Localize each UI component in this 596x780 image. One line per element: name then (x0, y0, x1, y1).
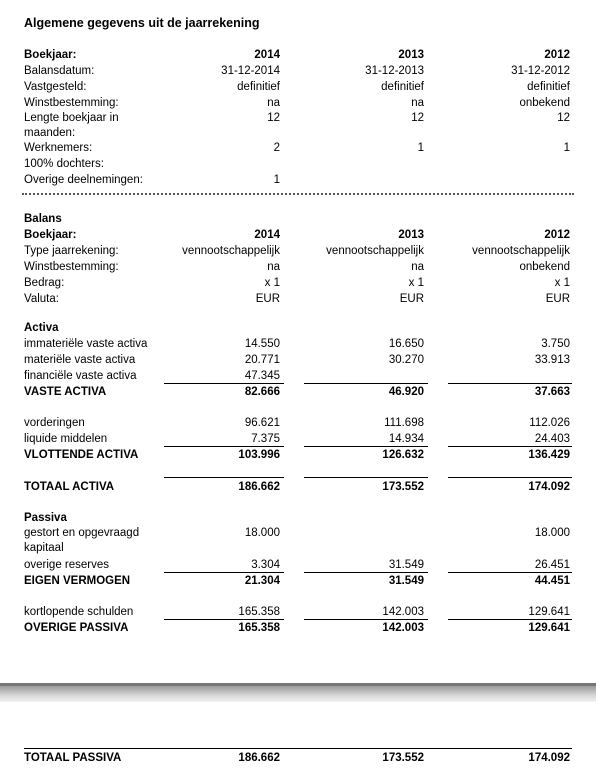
cell-2014: 186.662 (238, 481, 280, 493)
general-row-vastgesteld (24, 79, 572, 95)
cell-2013: 2013 (398, 229, 424, 241)
cell-2013: 142.003 (382, 622, 424, 634)
cell-2012: 44.451 (534, 575, 570, 587)
row-label: TOTAAL PASSIVA (24, 752, 122, 764)
row-label: materiële vaste activa (24, 354, 136, 366)
row-label: Winstbestemming: (24, 97, 119, 109)
cell-2012: 174.092 (528, 481, 570, 493)
cell-2012: 3.750 (541, 338, 570, 350)
cell-2013: 142.003 (382, 606, 424, 618)
cell-2013: 126.632 (382, 449, 424, 461)
cell-2013: 16.650 (388, 338, 424, 350)
row-label: Bedrag: (24, 277, 65, 289)
row-label: Boekjaar: (24, 49, 77, 61)
row-overige-passiva (24, 620, 572, 636)
row-vaste-activa (24, 384, 572, 400)
cell-2014: 1 (273, 174, 280, 186)
row-financiele-vaste-activa (24, 368, 572, 384)
cell-2014: vennootschappelijk (182, 245, 280, 257)
cell-2012: 24.403 (534, 433, 570, 445)
cell-2014: 47.345 (244, 370, 280, 382)
cell-2014: 31-12-2014 (221, 65, 280, 77)
cell-2014: na (267, 97, 280, 109)
row-label: Werknemers: (24, 142, 93, 154)
row-label: VASTE ACTIVA (24, 386, 107, 398)
cell-2012: onbekend (519, 261, 570, 273)
cell-2013: 173.552 (382, 481, 424, 493)
cell-2012: 33.913 (534, 354, 570, 366)
cell-2012: 12 (557, 112, 570, 124)
cell-2014: na (267, 261, 280, 273)
row-label: vorderingen (24, 417, 85, 429)
general-row-werknemers (24, 140, 572, 156)
row-label: overige reserves (24, 559, 110, 571)
cell-2013: 12 (411, 112, 424, 124)
cell-2013: vennootschappelijk (326, 245, 424, 257)
cell-2013: 1 (417, 142, 424, 154)
cell-2012: 2012 (544, 49, 570, 61)
row-label: immateriële vaste activa (24, 338, 148, 350)
row-label: Overige deelnemingen: (24, 174, 143, 186)
cell-2012: onbekend (519, 97, 570, 109)
balans-row-type (24, 243, 572, 259)
passiva-heading (24, 510, 572, 526)
row-immateriele-vaste-activa (24, 336, 572, 352)
cell-2014: 165.358 (238, 606, 280, 618)
row-label: 100% dochters: (24, 158, 104, 170)
total-line (164, 477, 284, 478)
cell-2014: EUR (255, 293, 280, 305)
cell-2012: 2012 (544, 229, 570, 241)
cell-2012: 112.026 (529, 417, 570, 429)
general-row-dochters (24, 156, 572, 172)
cell-2013: 31-12-2013 (365, 65, 424, 77)
row-label: Lengte boekjaar in maanden: (24, 112, 119, 139)
row-label: liquide middelen (24, 433, 108, 445)
row-vorderingen (24, 415, 572, 431)
row-label: financiële vaste activa (24, 370, 137, 382)
cell-2014: 186.662 (238, 752, 280, 764)
activa-heading (24, 320, 572, 336)
cell-2014: 2 (273, 142, 280, 154)
cell-2012: EUR (545, 293, 570, 305)
general-row-boekjaar (24, 47, 572, 63)
row-label: Valuta: (24, 293, 59, 305)
total-line (24, 748, 572, 749)
cell-2012: x 1 (554, 277, 570, 289)
cell-2012: 174.092 (528, 752, 570, 764)
cell-2014: 165.358 (238, 622, 280, 634)
cell-2013: 14.934 (388, 433, 424, 445)
cell-2014: 103.996 (238, 449, 280, 461)
cell-2013: 31.549 (388, 575, 424, 587)
balans-row-bedrag (24, 275, 572, 291)
row-label: Type jaarrekening: (24, 245, 119, 257)
row-materiele-vaste-activa (24, 352, 572, 368)
cell-2013: na (411, 261, 424, 273)
row-vlottende-activa (24, 447, 572, 463)
row-totaal-activa (24, 479, 572, 495)
cell-2014: 96.621 (244, 417, 280, 429)
row-kortlopende-schulden (24, 604, 572, 620)
cell-2013: definitief (381, 81, 424, 93)
row-label: TOTAAL ACTIVA (24, 481, 115, 493)
cell-2012: vennootschappelijk (472, 245, 570, 257)
cell-2012: 129.641 (528, 622, 570, 634)
row-liquide-middelen (24, 431, 572, 447)
row-eigen-vermogen (24, 573, 572, 589)
row-label: Vastgesteld: (24, 81, 87, 93)
cell-2014: definitief (237, 81, 280, 93)
section-heading: Passiva (24, 512, 67, 524)
cell-2013: 2013 (398, 49, 424, 61)
row-label: VLOTTENDE ACTIVA (24, 449, 139, 461)
cell-2014: 82.666 (244, 386, 280, 398)
general-row-deelnemingen (24, 172, 572, 188)
total-line (304, 477, 428, 478)
cell-2014: 21.304 (244, 575, 280, 587)
cell-2014: 12 (267, 112, 280, 124)
cell-2012: 37.663 (534, 386, 570, 398)
cell-2013: 31.549 (388, 559, 424, 571)
cell-2012: 26.451 (534, 559, 570, 571)
cell-2012: 18.000 (534, 527, 570, 539)
cell-2013: 46.920 (388, 386, 424, 398)
cell-2013: 30.270 (388, 354, 424, 366)
row-label: EIGEN VERMOGEN (24, 575, 131, 587)
cell-2012: 136.429 (528, 449, 570, 461)
balans-heading (24, 211, 572, 227)
row-label: Winstbestemming: (24, 261, 119, 273)
general-row-lengte-boekjaar (24, 111, 572, 143)
cell-2014: 14.550 (244, 338, 280, 350)
balans-row-boekjaar (24, 227, 572, 243)
row-label: gestort en opgevraagd kapitaal (24, 527, 140, 554)
row-overige-reserves (24, 557, 572, 573)
row-label: kortlopende schulden (24, 606, 134, 618)
cell-2013: EUR (399, 293, 424, 305)
cell-2013: 173.552 (382, 752, 424, 764)
cell-2013: 111.698 (384, 417, 424, 429)
cell-2014: 20.771 (244, 354, 280, 366)
cell-2012: 129.641 (528, 606, 570, 618)
row-gestort-kapitaal (24, 526, 572, 556)
section-heading: Balans (24, 213, 62, 225)
cell-2012: 31-12-2012 (511, 65, 570, 77)
section-heading: Activa (24, 322, 59, 334)
section-divider (22, 193, 574, 195)
cell-2014: 18.000 (244, 527, 280, 539)
total-line (448, 477, 572, 478)
general-row-winstbestemming (24, 95, 572, 111)
cell-2014: 2014 (254, 229, 280, 241)
cell-2012: definitief (527, 81, 570, 93)
cell-2013: na (411, 97, 424, 109)
cell-2014: x 1 (264, 277, 280, 289)
cell-2013: x 1 (408, 277, 424, 289)
balans-row-valuta (24, 291, 572, 307)
cell-2014: 3.304 (251, 559, 280, 571)
balans-row-winstbestemming (24, 259, 572, 275)
cell-2014: 2014 (254, 49, 280, 61)
row-label: Boekjaar: (24, 229, 77, 241)
page-title: Algemene gegevens uit de jaarrekening (24, 16, 260, 30)
general-row-balansdatum (24, 63, 572, 79)
row-label: OVERIGE PASSIVA (24, 622, 129, 634)
cell-2014: 7.375 (251, 433, 280, 445)
row-totaal-passiva (24, 750, 572, 766)
page-break (0, 686, 596, 702)
cell-2012: 1 (563, 142, 570, 154)
row-label: Balansdatum: (24, 65, 95, 77)
